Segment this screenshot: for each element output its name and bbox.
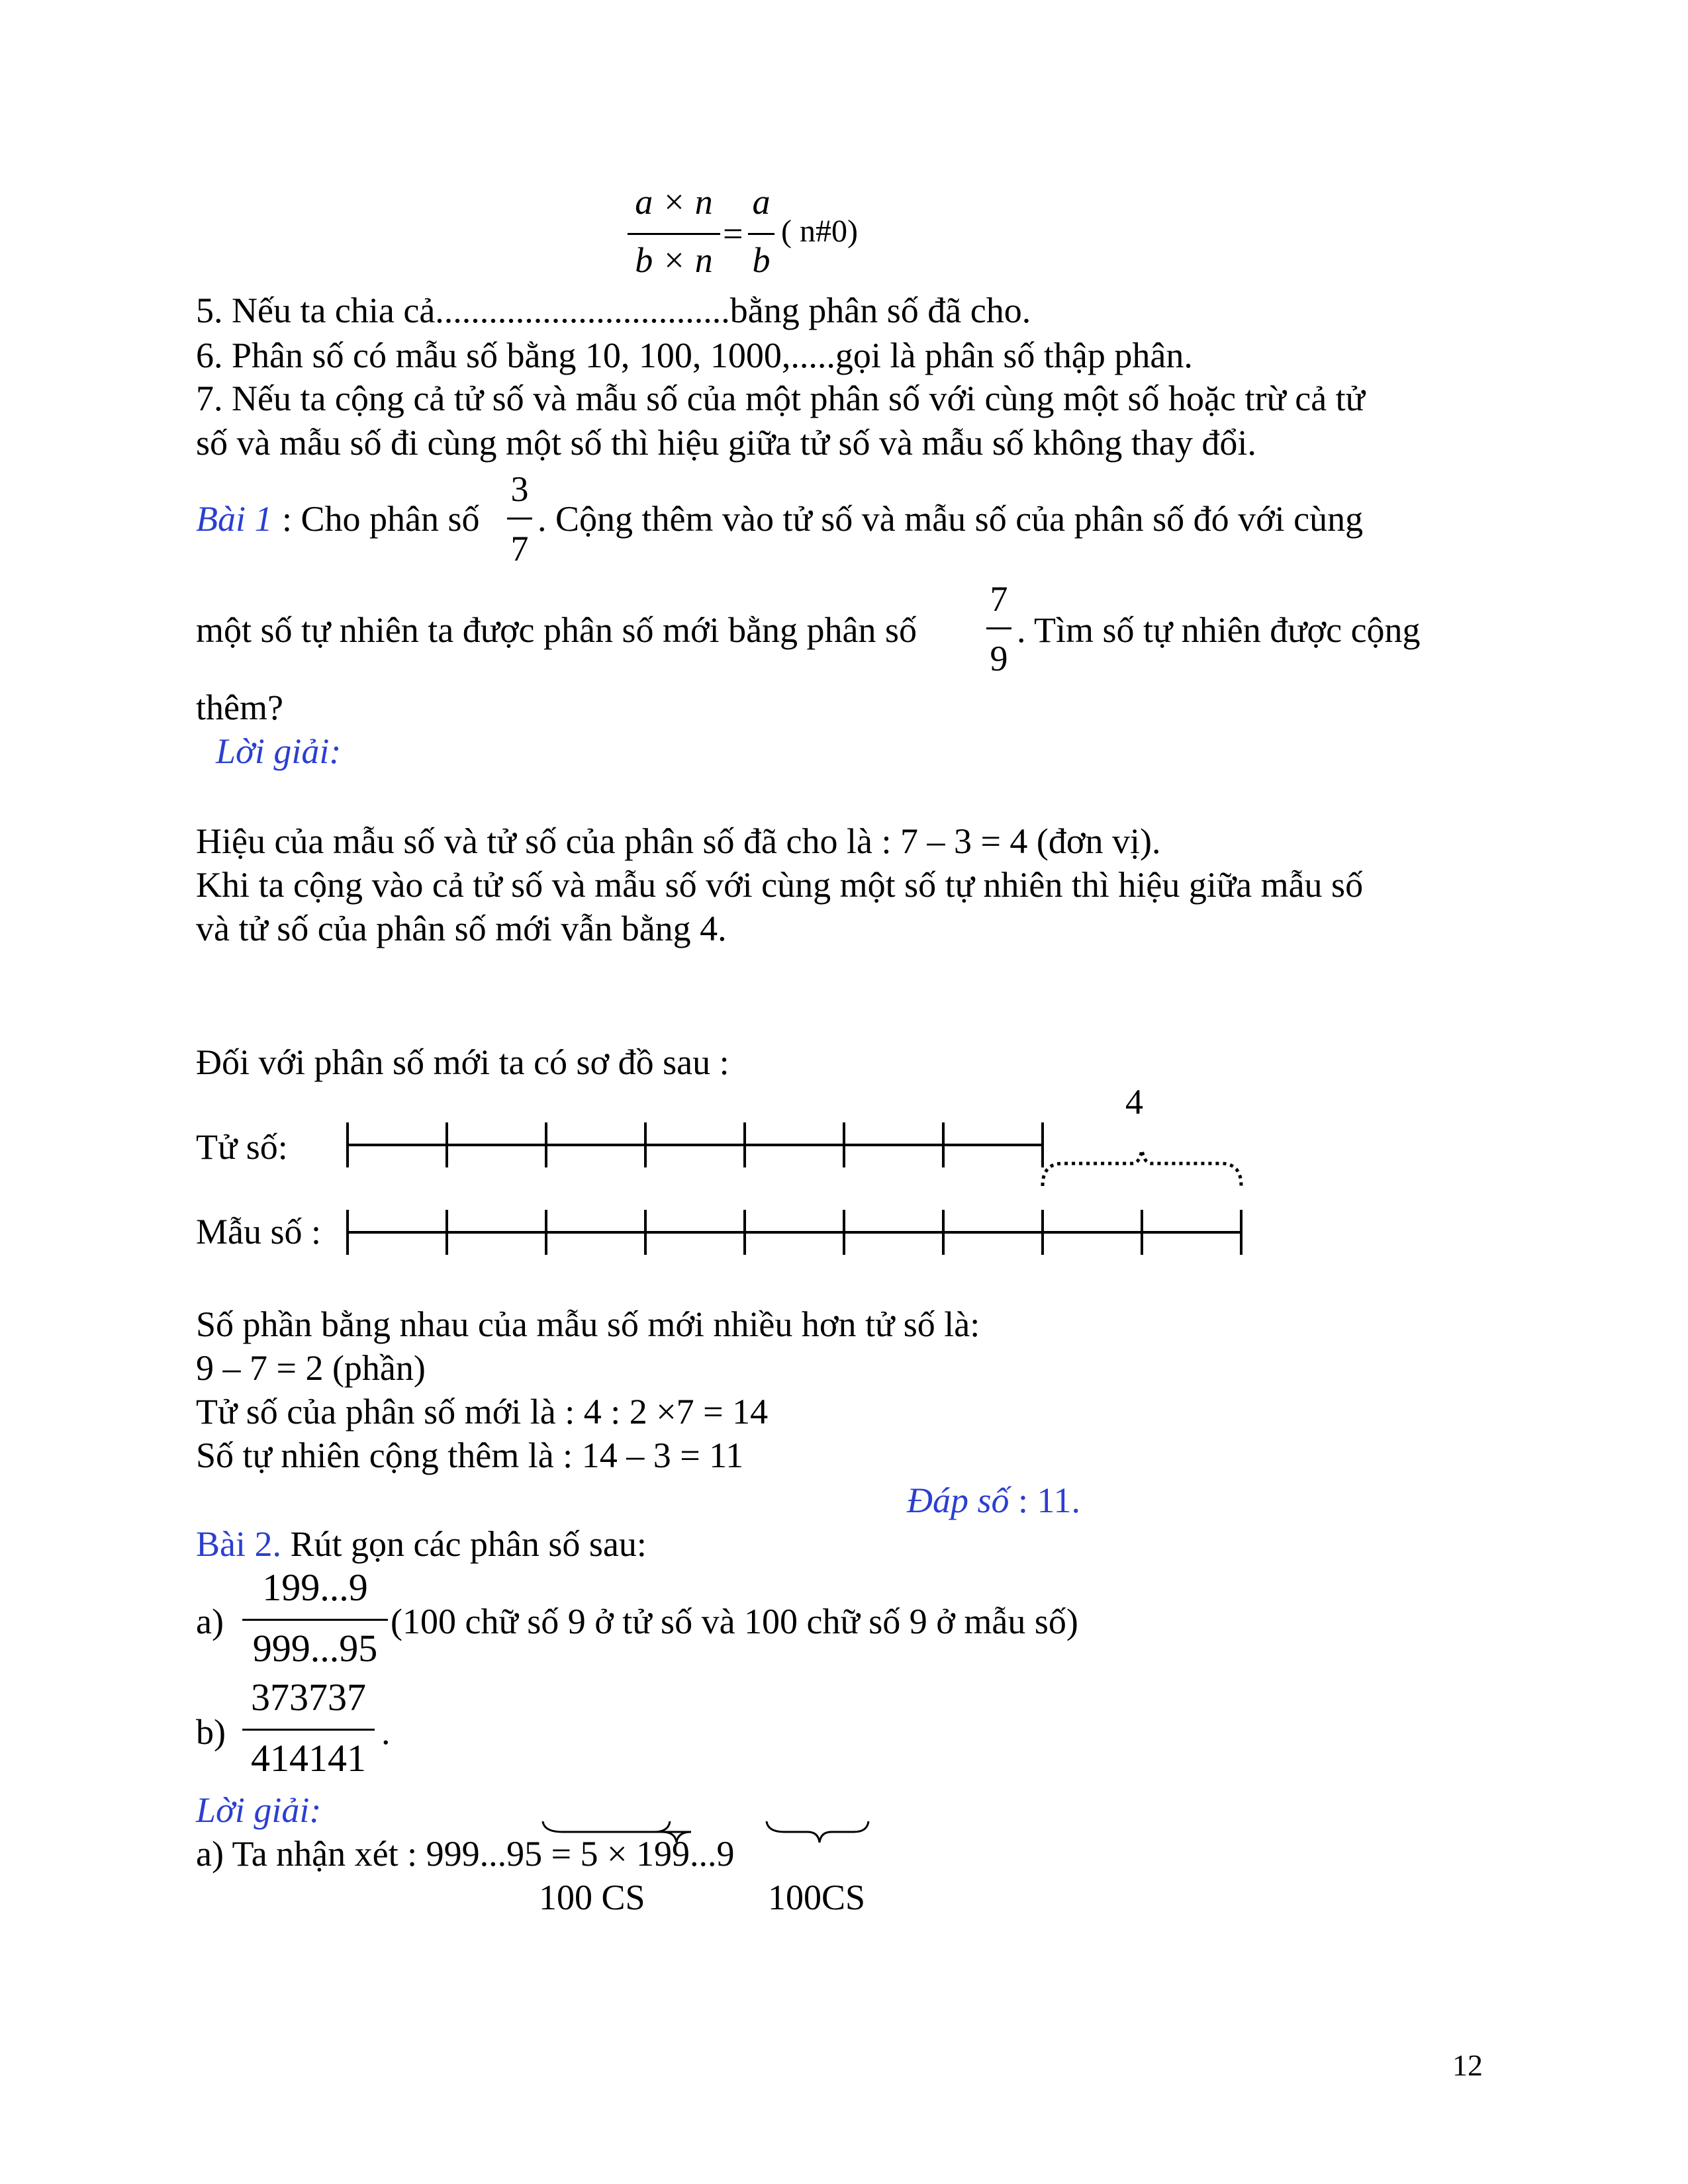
fraction-numerator: 3 (510, 469, 529, 509)
bai2-label: Bài 2. (196, 1524, 281, 1564)
bai1-solution-label: Lời giải: (216, 731, 342, 771)
formula-left-denominator: b × n (635, 240, 713, 280)
bai1-text-2: một số tự nhiên ta được phân số mới bằng phân số (196, 610, 917, 650)
formula-condition: ( n#0) (781, 214, 858, 249)
bai2-title: Rút gọn các phân số sau: (290, 1524, 647, 1564)
bai1-text-4: thêm? (196, 688, 283, 727)
fraction-denominator: 7 (510, 529, 529, 569)
fraction-denominator: 999...95 (252, 1627, 378, 1670)
bai2-b-dot: . (381, 1712, 391, 1752)
bai2-a-label: a) (196, 1602, 224, 1641)
bai2-a-note: (100 chữ số 9 ở tử số và 100 chữ số 9 ở mẫu số) (391, 1602, 1078, 1641)
formula-right-fraction (748, 184, 774, 283)
bai2-solution-label: Lời giải: (196, 1790, 322, 1830)
cs-label-2: 100CS (768, 1878, 866, 1917)
rule-7-line-2: số và mẫu số đi cùng một số thì hiệu giữa tử số và mẫu số không thay đổi. (196, 423, 1256, 463)
bai2-b-fraction (242, 1678, 375, 1784)
bai1-label: Bài 1 (196, 499, 273, 539)
bai1-fraction-7-9 (982, 581, 1015, 680)
fraction-numerator: 373737 (251, 1676, 366, 1719)
diagram-intro: Đối với phân số mới ta có sơ đồ sau : (196, 1042, 729, 1082)
rule-5: 5. Nếu ta chia cả.................................bằng phân số đã cho. (196, 291, 1031, 330)
bai2-solution-a: a) Ta nhận xét : 999...95 = 5 × 199...9 (196, 1834, 735, 1874)
fraction-bar (986, 627, 1011, 629)
bai1-intro: : Cho phân số (282, 499, 480, 539)
formula-equals: = (723, 214, 743, 253)
fraction-bar (242, 1729, 375, 1731)
calc-line-3: Tử số của phân số mới là : 4 : 2 ×7 = 14 (196, 1392, 769, 1432)
fraction-denominator: 9 (990, 639, 1008, 678)
bai1-text-1: . Cộng thêm vào tử số và mẫu số của phân số đó với cùng (538, 499, 1364, 539)
fraction-denominator: 414141 (251, 1737, 366, 1780)
fraction-numerator: 7 (990, 579, 1008, 619)
formula-right-numerator: a (752, 182, 771, 222)
rule-6: 6. Phân số có mẫu số bằng 10, 100, 1000,.....gọi là phân số thập phân. (196, 336, 1193, 375)
answer-value: : 11. (1018, 1480, 1081, 1520)
fraction-numerator: 199...9 (262, 1566, 368, 1609)
fraction-bar (748, 233, 774, 235)
rule-7-line-1: 7. Nếu ta cộng cả tử số và mẫu số của một phân số với cùng một số hoặc trừ cả tử (196, 379, 1365, 418)
bai1-solution-line-3: và tử số của phân số mới vẫn bằng 4. (196, 909, 727, 948)
fraction-bar (507, 518, 532, 520)
bai1-text-3: . Tìm số tự nhiên được cộng (1017, 610, 1421, 650)
page-number: 12 (1452, 2048, 1483, 2082)
formula-right-denominator: b (752, 240, 771, 280)
bai1-fraction-3-7 (503, 471, 536, 570)
answer-label: Đáp số (907, 1480, 1009, 1520)
cs-label-1: 100 CS (539, 1878, 645, 1917)
diagram-brace-value: 4 (1125, 1082, 1143, 1122)
calc-line-4: Số tự nhiên cộng thêm là : 14 – 3 = 11 (196, 1435, 744, 1475)
diagram-bottom-label: Mẫu số : (196, 1212, 321, 1251)
underbrace-2 (767, 1821, 868, 1843)
fraction-bar (628, 233, 720, 235)
bai1-solution-line-2: Khi ta cộng vào cả tử số và mẫu số với cùng một số tự nhiên thì hiệu giữa mẫu số (196, 865, 1364, 905)
bai2-b-label: b) (196, 1712, 226, 1752)
bai1-solution-line-1: Hiệu của mẫu số và tử số của phân số đã cho là : 7 – 3 = 4 (đơn vị). (196, 821, 1161, 861)
difference-brace (1043, 1150, 1241, 1186)
fraction-bar (242, 1619, 388, 1621)
formula-left-numerator: a × n (635, 182, 713, 222)
formula-left-fraction (628, 184, 720, 283)
calc-line-2: 9 – 7 = 2 (phần) (196, 1348, 426, 1388)
bai2-heading (196, 1526, 647, 1562)
answer (907, 1482, 1080, 1518)
diagram-top-label: Tử số: (196, 1127, 288, 1167)
bai2-a-fraction (242, 1566, 388, 1674)
calc-line-1: Số phần bằng nhau của mẫu số mới nhiều hơn tử số là: (196, 1304, 980, 1344)
